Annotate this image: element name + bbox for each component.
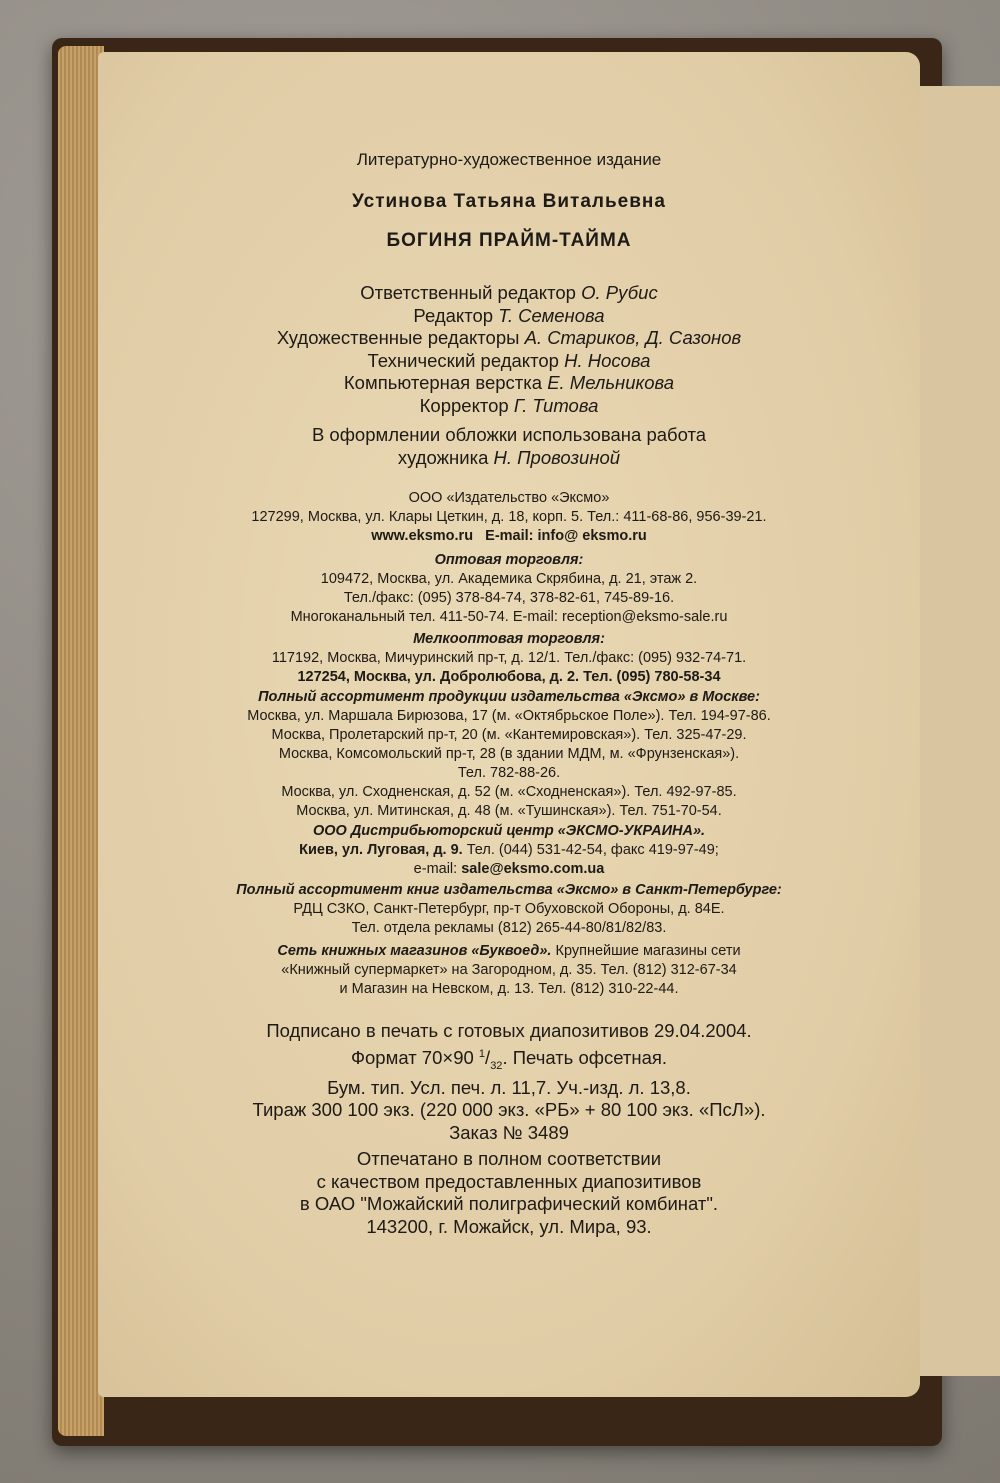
ukraine-phones: Тел. (044) 531-42-54, факс 419-97-49;	[466, 842, 719, 858]
moscow-store-line: Москва, Комсомольский пр-т, 28 (в здании МДМ, м. «Фрунзенская»).	[278, 746, 740, 762]
print-run-line: Тираж 300 100 экз. (220 000 экз. «РБ» + 80 100 экз. «ПсЛ»).	[252, 1099, 766, 1121]
credit-row	[98, 305, 920, 328]
small-wholesale-heading: Мелкооптовая торговля:	[413, 631, 605, 647]
print-format: Формат 70×90	[350, 1046, 474, 1068]
moscow-stores-heading: Полный ассортимент продукции издательства «Эксмо» в Москве:	[258, 689, 760, 705]
cover-note	[98, 424, 920, 469]
credit-name: Г. Титова	[513, 394, 599, 416]
small-wholesale-line: 127254, Москва, ул. Добролюбова, д. 2. Тел. (095) 780-58-34	[297, 669, 721, 685]
ukraine-address-line	[98, 841, 920, 860]
publisher-email: info@ eksmo.ru	[537, 528, 647, 544]
printer-line: с качеством предоставленных диапозитивов	[316, 1170, 702, 1192]
book-title-text: БОГИНЯ ПРАЙМ-ТАЙМА	[386, 230, 632, 251]
credit-row	[98, 282, 920, 305]
spb-line: Тел. отдела рекламы (812) 265-44-80/81/82/83.	[351, 920, 667, 936]
ukraine-address: Киев, ул. Луговая, д. 9.	[299, 842, 463, 858]
ukraine-email-label: e-mail:	[413, 861, 458, 877]
credit-role: Художественные редакторы	[276, 327, 520, 348]
credit-row	[98, 395, 920, 418]
wholesale-line: Тел./факс: (095) 378-84-74, 378-82-61, 745-89-16.	[343, 590, 675, 606]
colophon-page	[98, 52, 920, 1397]
moscow-stores-block	[98, 688, 920, 821]
publisher-email-label: E-mail:	[485, 528, 534, 544]
credit-role: Корректор	[419, 394, 509, 416]
cover-artist-name: Н. Провозиной	[493, 446, 621, 468]
wholesale-block	[98, 551, 920, 627]
ukraine-block	[98, 822, 920, 879]
cover-note-line: В оформлении обложки использована работа	[311, 424, 707, 445]
credit-name: Н. Носова	[564, 349, 651, 371]
spb-block	[98, 881, 920, 938]
publisher-web-line	[98, 527, 920, 546]
credit-role: Технический редактор	[367, 349, 559, 371]
ukraine-heading: ООО Дистрибьюторский центр «ЭКСМО-УКРАИНА».	[312, 823, 706, 839]
ukraine-email-line	[98, 860, 920, 879]
publisher-block	[98, 489, 920, 546]
format-fraction-denominator: 32	[490, 1059, 503, 1072]
small-wholesale-line: 117192, Москва, Мичуринский пр-т, д. 12/1. Тел./факс: (095) 932-74-71.	[271, 650, 747, 666]
publisher-name: ООО «Издательство «Эксмо»	[408, 490, 610, 506]
cover-note-artist-line	[98, 447, 920, 470]
printer-line: в ОАО "Можайский полиграфический комбинат".	[299, 1193, 719, 1214]
format-fraction-numerator: 1	[478, 1047, 486, 1060]
moscow-store-line: Москва, Пролетарский пр-т, 20 (м. «Кантемировская»). Тел. 325-47-29.	[271, 727, 747, 743]
print-signed-line: Подписано в печать с готовых диапозитивов 29.04.2004.	[266, 1020, 752, 1041]
ukraine-email: sale@eksmo.com.ua	[461, 861, 605, 877]
bukvoed-line: Крупнейшие магазины сети	[555, 943, 741, 959]
spb-heading: Полный ассортимент книг издательства «Эксмо» в Санкт-Петербурге:	[236, 882, 782, 898]
credit-name: О. Рубис	[581, 282, 658, 303]
printer-line: Отпечатано в полном соответствии	[356, 1148, 662, 1169]
bukvoed-heading-line	[98, 942, 920, 961]
series-line	[98, 149, 920, 171]
credit-row	[98, 350, 920, 373]
moscow-store-line: Москва, ул. Митинская, д. 48 (м. «Тушинская»). Тел. 751-70-54.	[296, 803, 722, 819]
print-method: . Печать офсетная.	[502, 1046, 668, 1068]
credit-row	[98, 372, 920, 395]
bukvoed-block	[98, 942, 920, 999]
credit-role: Редактор	[413, 304, 494, 326]
moscow-store-line: Москва, ул. Сходненская, д. 52 (м. «Сходненская»). Тел. 492-97-85.	[281, 784, 737, 800]
print-format-line: Формат 70×90 $^1/_{32}$. Печать офсетная.	[350, 1046, 668, 1072]
publisher-website: www.eksmo.ru	[371, 528, 474, 544]
printer-address: 143200, г. Можайск, ул. Мира, 93.	[366, 1215, 652, 1237]
credit-role: Компьютерная верстка	[343, 372, 543, 393]
wholesale-heading: Оптовая торговля:	[434, 552, 584, 568]
print-order-line: Заказ № 3489	[449, 1121, 569, 1143]
wholesale-line: Многоканальный тел. 411-50-74. E-mail: reception@eksmo-sale.ru	[290, 609, 728, 625]
facing-page-edge	[915, 86, 1000, 1376]
credit-role: Ответственный редактор	[360, 282, 576, 303]
book-title	[98, 230, 920, 252]
author-line	[98, 191, 920, 213]
bukvoed-line: «Книжный супермаркет» на Загородном, д. 35. Тел. (812) 312-67-34	[281, 962, 737, 978]
series-text: Литературно-художественное издание	[356, 150, 662, 169]
bukvoed-line: и Магазин на Невском, д. 13. Тел. (812) 310-22-44.	[339, 981, 679, 997]
publisher-address: 127299, Москва, ул. Клары Цеткин, д. 18, корп. 5. Тел.: 411-68-86, 956-39-21.	[251, 509, 767, 525]
credit-name: Т. Семенова	[498, 304, 605, 326]
credit-name: А. Стариков, Д. Сазонов	[524, 327, 742, 348]
credits	[98, 282, 920, 417]
credit-row	[98, 327, 920, 350]
author-name: Устинова Татьяна Витальевна	[352, 191, 666, 212]
cover-note-prefix: художника	[397, 446, 489, 468]
spb-line: РДЦ СЗКО, Санкт-Петербург, пр-т Обуховской Обороны, д. 84Е.	[293, 901, 725, 917]
wholesale-line: 109472, Москва, ул. Академика Скрябина, д. 21, этаж 2.	[320, 571, 698, 587]
printer-block	[98, 1148, 920, 1238]
small-wholesale-block	[98, 630, 920, 687]
print-info-block	[98, 1020, 920, 1144]
bukvoed-heading: Сеть книжных магазинов «Буквоед».	[277, 943, 552, 959]
moscow-store-line: Тел. 782-88-26.	[457, 765, 561, 781]
credit-name: Е. Мельникова	[547, 372, 675, 393]
moscow-store-line: Москва, ул. Маршала Бирюзова, 17 (м. «Октябрьское Поле»). Тел. 194-97-86.	[247, 708, 771, 724]
print-paper-line: Бум. тип. Усл. печ. л. 11,7. Уч.-изд. л. 13,8.	[327, 1076, 691, 1098]
